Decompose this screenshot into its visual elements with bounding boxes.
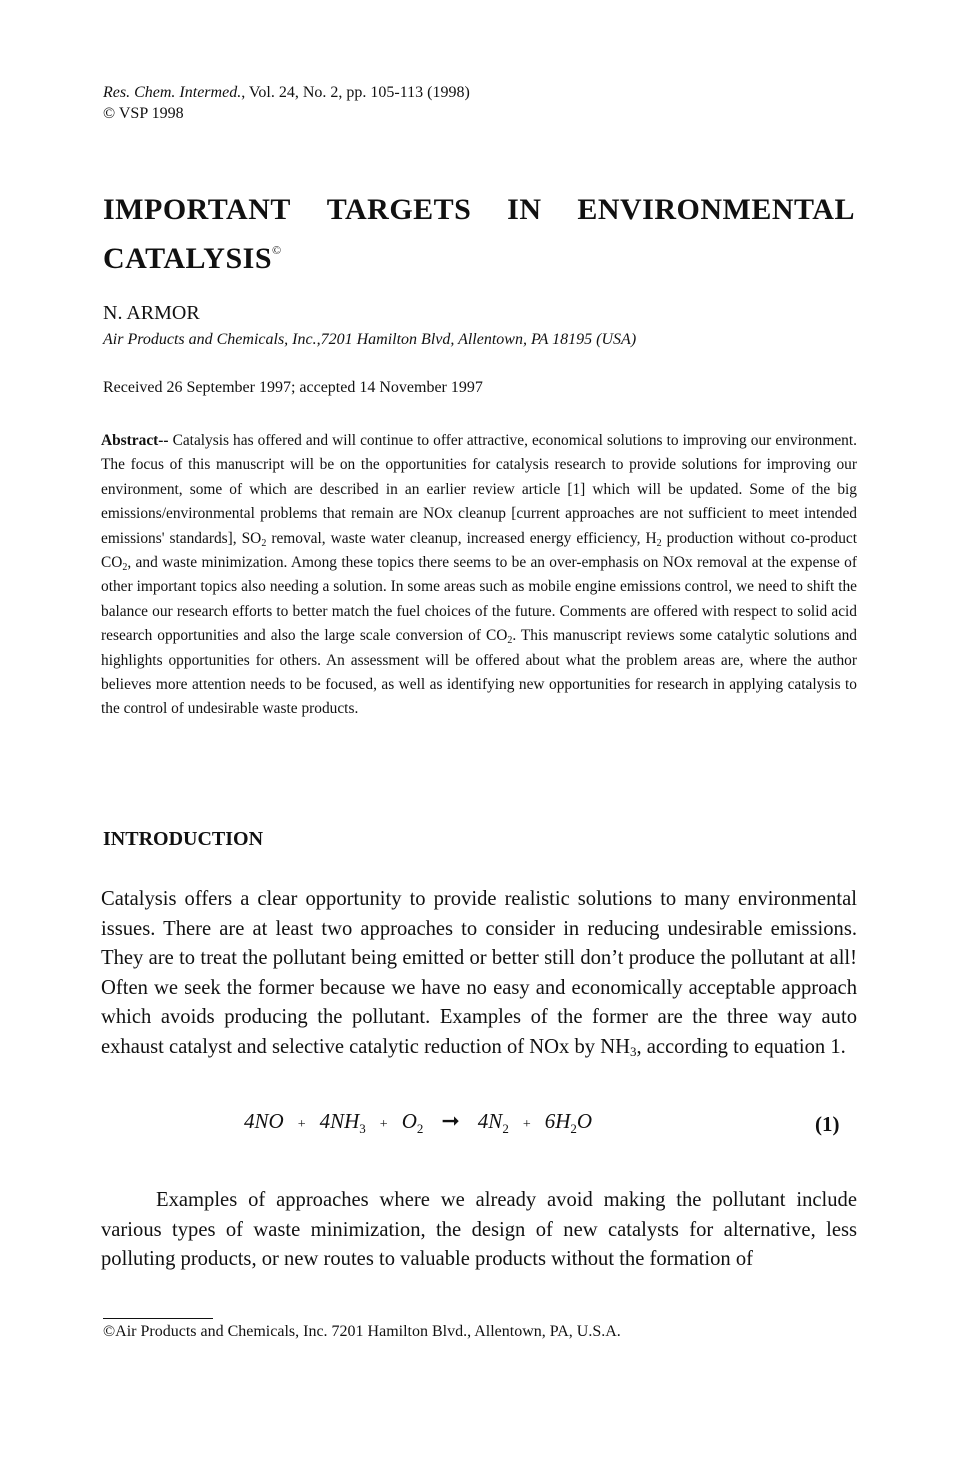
abstract — [101, 429, 857, 722]
received-dates: Received 26 September 1997; accepted 14 November 1997 — [103, 379, 483, 396]
subscript: 2 — [507, 635, 513, 647]
eq-symbol: 6H — [544, 1109, 571, 1133]
eq-term — [320, 1109, 366, 1134]
eq-term — [478, 1109, 509, 1134]
author-affiliation: Air Products and Chemicals, Inc.,7201 Hamilton Blvd, Allentown, PA 18195 (USA) — [103, 331, 637, 348]
subscript: 2 — [122, 562, 128, 574]
eq-term — [402, 1109, 424, 1134]
title-word: ENVIRONMENTAL — [577, 193, 855, 226]
abstract-text: . This manuscript reviews some catalytic solutions and highlights opportunities for others. An assessment will be offered about what the problem areas are, where the author believes more attention needs to be focused, as well as identifying new opportunities for research in applying catalysis to the control of undesirable waste products. — [101, 627, 857, 718]
publisher-copyright: © VSP 1998 — [103, 105, 184, 122]
paragraph-text: , according to equation 1. — [636, 1035, 846, 1058]
eq-symbol: O — [401, 1109, 417, 1133]
abstract-text: removal, waste water cleanup, increased energy efficiency, H — [266, 529, 657, 547]
plus-sign: + — [379, 1117, 388, 1132]
subscript: 2 — [502, 1121, 509, 1136]
eq-symbol: 4NH — [319, 1109, 360, 1133]
author-name: N. ARMOR — [103, 302, 200, 324]
section-heading-introduction: INTRODUCTION — [103, 828, 264, 850]
subscript: 3 — [629, 1043, 637, 1059]
journal-citation — [103, 82, 470, 124]
journal-name: Res. Chem. Intermed. — [103, 84, 242, 101]
subscript: 2 — [570, 1121, 577, 1136]
title-word: TARGETS — [326, 193, 472, 226]
title-word: CATALYSIS — [103, 242, 273, 275]
title-line-2 — [103, 230, 855, 279]
eq-term — [545, 1109, 592, 1134]
subscript: 2 — [261, 537, 267, 549]
article-title — [103, 190, 855, 279]
eq-term: 4NO — [244, 1109, 284, 1133]
equation-number: (1) — [815, 1112, 840, 1136]
eq-symbol: O — [576, 1109, 593, 1133]
chemical-equation — [244, 1108, 592, 1134]
subscript: 2 — [416, 1121, 424, 1136]
copyright-mark: © — [272, 243, 282, 257]
abstract-label: Abstract-- — [101, 432, 169, 449]
title-line-1 — [103, 190, 855, 230]
subscript: 2 — [656, 537, 662, 549]
eq-symbol: 4N — [477, 1109, 503, 1133]
paragraph-text: Examples of approaches where we already avoid making the pollutant include various types of waste minimization, the design of new catalysts for alternative, less polluting products, or new routes to valuable products without the formation of — [101, 1189, 857, 1271]
introduction-paragraph-1 — [101, 885, 857, 1063]
reaction-arrow-icon: ➞ — [441, 1108, 460, 1133]
plus-sign: + — [297, 1117, 306, 1132]
abstract-text: , and waste minimization. Among these topics there seems to be an over-emphasis on NOx removal at the expense of other important topics also needing a solution. In some areas such as mobile engine emissions control, we need to shift the balance our research efforts to better match the fuel choices of the future. Comments are offered with respect to solid acid research opportunities and also the large scale conversion of CO — [101, 554, 857, 645]
footnote-divider — [103, 1318, 213, 1319]
abstract-text: production without co-product CO — [101, 529, 857, 572]
title-word: IN — [507, 193, 542, 226]
subscript: 3 — [359, 1121, 366, 1136]
title-word: IMPORTANT — [103, 193, 291, 226]
plus-sign: + — [522, 1117, 531, 1132]
footnote: ©Air Products and Chemicals, Inc. 7201 Hamilton Blvd., Allentown, PA, U.S.A. — [103, 1323, 621, 1340]
paragraph-text: Catalysis offers a clear opportunity to provide realistic solutions to many environmental issues. There are at least two approaches to consider in reducing undesirable emissions. They are to treat the pollutant being emitted or better still don’t produce the pollutant at all! Often we seek the former because we have no easy and economically acceptable approach which avoids producing the pollutant. Examples of the former are the three way auto exhaust catalyst and selective catalytic reduction of NOx by NH — [101, 888, 857, 1058]
introduction-paragraph-2 — [101, 1186, 857, 1275]
journal-volume: , Vol. 24, No. 2, pp. 105-113 (1998) — [241, 84, 470, 101]
abstract-text: Catalysis has offered and will continue to offer attractive, economical solutions to improving our environment. The focus of this manuscript will be on the opportunities for catalysis research to provide solutions for improving our environment, some of which are described in an earlier review article [1] which will be updated. Some of the big emissions/environmental problems that remain are NOx cleanup [current approaches are not sufficient to meet intended emissions' standards], SO — [101, 432, 857, 547]
